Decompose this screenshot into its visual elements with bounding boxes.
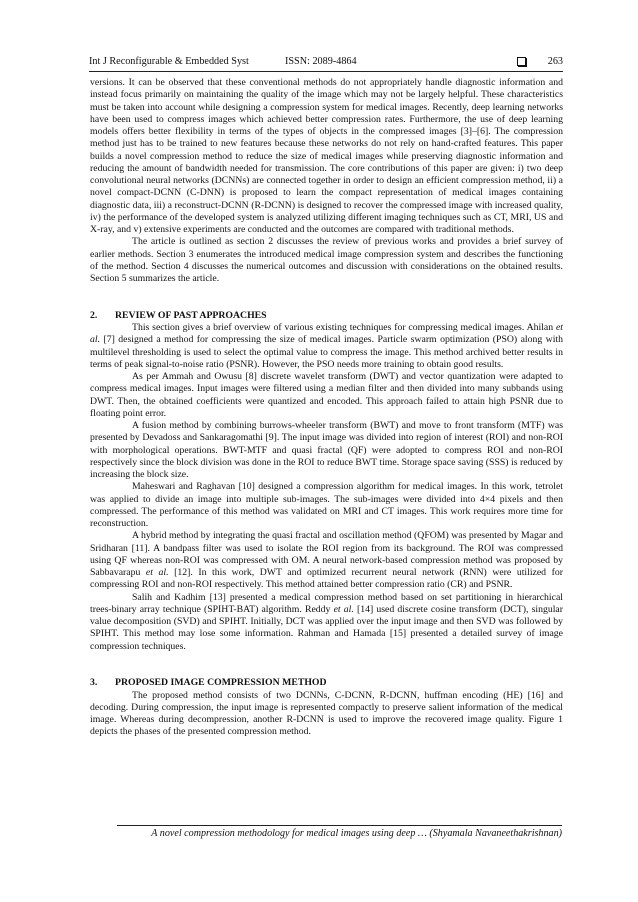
intro-paragraph-2: The article is outlined as section 2 discusses the review of previous works and provides a brief survey of earlier methods. Section 3 enumerates the introduced medical image compression system and describes the functioning of the method. Section 4 discusses the numerical outcomes and discussion with considerations on the obtained results. Section 5 summarizes the article. [90, 236, 563, 284]
section-2-title: REVIEW OF PAST APPROACHES [115, 309, 267, 321]
footer-rule [117, 825, 562, 826]
section-2-paragraph-2: As per Ammah and Owusu [8] discrete wavelet transform (DWT) and vector quantization were adapted to compress medical images. Input images were filtered using a median filter and then divided into many subbands using DWT. Then, the obtained coefficients were quantized and encoded. This approach failed to attain high PSNR due to floating point error. [90, 371, 563, 419]
intro-paragraph-1: versions. It can be observed that these conventional methods do not appropriately handle diagnostic information and instead focus primarily on maintaining the quality of the image which may not be largely helpful. These characteristics must be taken into account while designing a compression system for medical images. Recently, deep learning networks have been used to compress images which achieved better compression rates. Furthermore, the use of deep learning models offers better flexibility in terms of the types of objects in the compressed images [3]–[6]. The compression method just has to be trained to new features because these networks do not rely on hand-crafted features. This paper builds a novel compression method to reduce the size of medical images while preserving diagnostic information and reducing the amount of bandwidth needed for transmission. The core contributions of this paper are given: i) two deep convolutional neural networks (DCNNs) are connected together in order to design an efficient compression method, ii) a novel compact-DCNN (C-DNN) is proposed to learn the compact representation of medical images containing diagnostic data, iii) a reconstruct-DCNN (R-DCNN) is designed to recover the compressed image with increased quality, iv) the performance of the developed system is analyzed utilizing different imaging techniques such as CT, MRI, US and X-ray, and v) extensive experiments are conducted and the outcomes are compared with traditional methods. [90, 77, 563, 235]
square-bullet-icon [517, 57, 526, 66]
text-run: Salih and Kadhim [13] presented a medical compression method based on set partitioning in hierarchical trees-binary array technique (SPIHT-BAT) algorithm. Reddy [90, 591, 563, 615]
section-2-paragraph-6 [90, 592, 563, 653]
section-2-number: 2. [90, 309, 98, 321]
section-gap [90, 285, 563, 310]
et-al: et al. [145, 567, 169, 578]
section-2-paragraph-3: A fusion method by combining burrows-wheeler transform (BWT) and move to front transform (MTF) was presented by Devadoss and Sankaragomathi [9]. The input image was divided into region of interest (ROI) and non-ROI with morphological operations. BWT-MTF and quasi fractal (QF) were adopted to compress ROI and non-ROI respectively since the block division was done in the ROI to reduce BWT time. Storage space saving (SSS) is reduced by increasing the block size. [90, 420, 563, 480]
page-number: 263 [547, 56, 563, 67]
et-al: et al. [333, 603, 354, 615]
body-text [90, 77, 563, 739]
text-run: [7] designed a method for compressing the size of medical images. Particle swarm optimization (PSO) along with multilevel thresholding is used to select the optimal value to compress the image. This method archived better results in terms of peak signal-to-noise ratio (PSNR). However, the PSO needs more training to obtain good results. [90, 334, 563, 370]
running-header [89, 56, 563, 70]
section-3-heading [90, 677, 563, 689]
text-run: A hybrid method by integrating the quasi fractal and oscillation method (QFOM) was presented by Magar and Sridharan [11]. A bandpass filter was used to isolate the ROI region from its background. The ROI was compressed using QF whereas non-ROI was compressed with OM. A neural network-based compression method was proposed by Sabbavarapu [90, 530, 563, 578]
running-footer: A novel compression methodology for medical images using deep … (Shyamala Navaneethakrishnan) [151, 828, 562, 839]
section-2-paragraph-4: Maheswari and Raghavan [10] designed a compression algorithm for medical images. In this work, tetrolet was applied to divide an image into multiple sub-images. The sub-images were divided into 4×4 pixels and then compressed. The performance of this method was validated on MRI and CT images. This work requires more time for reconstruction. [90, 481, 563, 529]
text-run: [12]. In this work, DWT and optimized recurrent neural network (RNN) were utilized for compressing ROI and non-ROI respectively. This method attained better compression ratio (CR) and PSNR. [90, 567, 563, 591]
header-rule [89, 71, 563, 72]
text-run: [14] used discrete cosine transform (DCT), singular value decomposition (SVD) and SPIHT. Initially, DCT was applied over the input image and then SVD was followed by SPIHT. This method may lose some information. Rahman and Hamada [15] presented a detailed survey of image compression techniques. [90, 603, 564, 652]
issn: ISSN: 2089-4864 [285, 56, 357, 67]
section-2-paragraph-5 [90, 530, 563, 591]
section-3-title: PROPOSED IMAGE COMPRESSION METHOD [115, 677, 327, 689]
journal-name: Int J Reconfigurable & Embedded Syst [89, 56, 249, 67]
section-3-paragraph-1: The proposed method consists of two DCNNs, C-DCNN, R-DCNN, huffman encoding (HE) [16] and decoding. During compression, the input image is represented compactly to preserve salient information of the medical image. Whereas during decompression, another R-DCNN is used to improve the recovered image quality. Figure 1 depicts the phases of the presented compression method. [90, 689, 563, 738]
section-3-number: 3. [90, 677, 98, 689]
section-2-paragraph-1 [90, 322, 563, 371]
et-al: et al. [90, 322, 563, 346]
text-run: This section gives a brief overview of various existing techniques for compressing medical images. Ahilan [132, 322, 556, 333]
section-gap [90, 653, 563, 678]
section-2-heading [90, 310, 563, 322]
